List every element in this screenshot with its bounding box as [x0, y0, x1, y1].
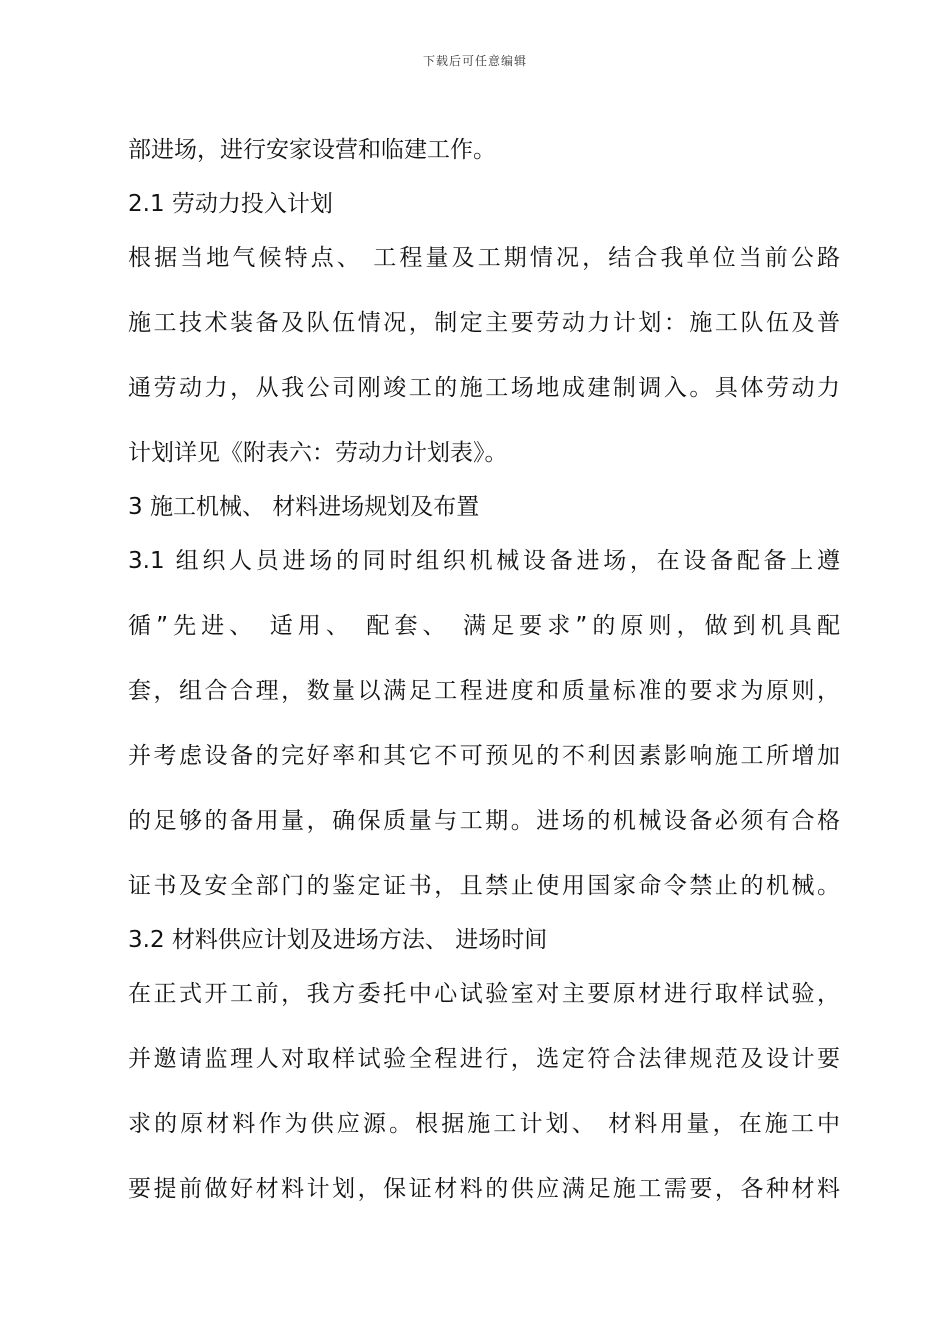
text-line: 并邀请监理人对取样试验全程进行，选定符合法律规范及设计要 — [128, 1046, 840, 1072]
text-line: 并考虑设备的完好率和其它不可预见的不利因素影响施工所增加 — [128, 743, 840, 769]
text-line: 施工技术装备及队伍情况，制定主要劳动力计划：施工队伍及普 — [128, 310, 840, 336]
page-header-note: 下载后可任意编辑 — [422, 54, 527, 68]
text-line: 套，组合合理，数量以满足工程进度和质量标准的要求为原则， — [128, 678, 840, 704]
text-line: 部进场，进行安家设营和临建工作。 — [128, 137, 496, 163]
text-line: 求的原材料作为供应源。根据施工计划、 材料用量，在施工中 — [128, 1111, 840, 1137]
text-line: 3.1 组织人员进场的同时组织机械设备进场，在设备配备上遵 — [128, 548, 840, 574]
text-line: 计划详见《附表六：劳动力计划表》。 — [128, 440, 508, 466]
text-line: 要提前做好材料计划，保证材料的供应满足施工需要，各种材料 — [128, 1176, 840, 1202]
text-line: 通劳动力，从我公司刚竣工的施工场地成建制调入。具体劳动力 — [128, 375, 840, 401]
text-line: 的足够的备用量，确保质量与工期。进场的机械设备必须有合格 — [128, 808, 840, 834]
text-line: 在正式开工前，我方委托中心试验室对主要原材进行取样试验， — [128, 981, 840, 1007]
text-line: 根据当地气候特点、 工程量及工期情况，结合我单位当前公路 — [128, 245, 840, 271]
text-line: 证书及安全部门的鉴定证书，且禁止使用国家命令禁止的机械。 — [128, 873, 840, 899]
section-heading-3: 3 施工机械、 材料进场规划及布置 — [128, 494, 480, 520]
section-heading-2-1: 2.1 劳动力投入计划 — [128, 191, 333, 217]
section-heading-3-2: 3.2 材料供应计划及进场方法、 进场时间 — [128, 927, 548, 953]
text-line: 循”先进、 适用、 配套、 满足要求”的原则，做到机具配 — [128, 613, 840, 639]
